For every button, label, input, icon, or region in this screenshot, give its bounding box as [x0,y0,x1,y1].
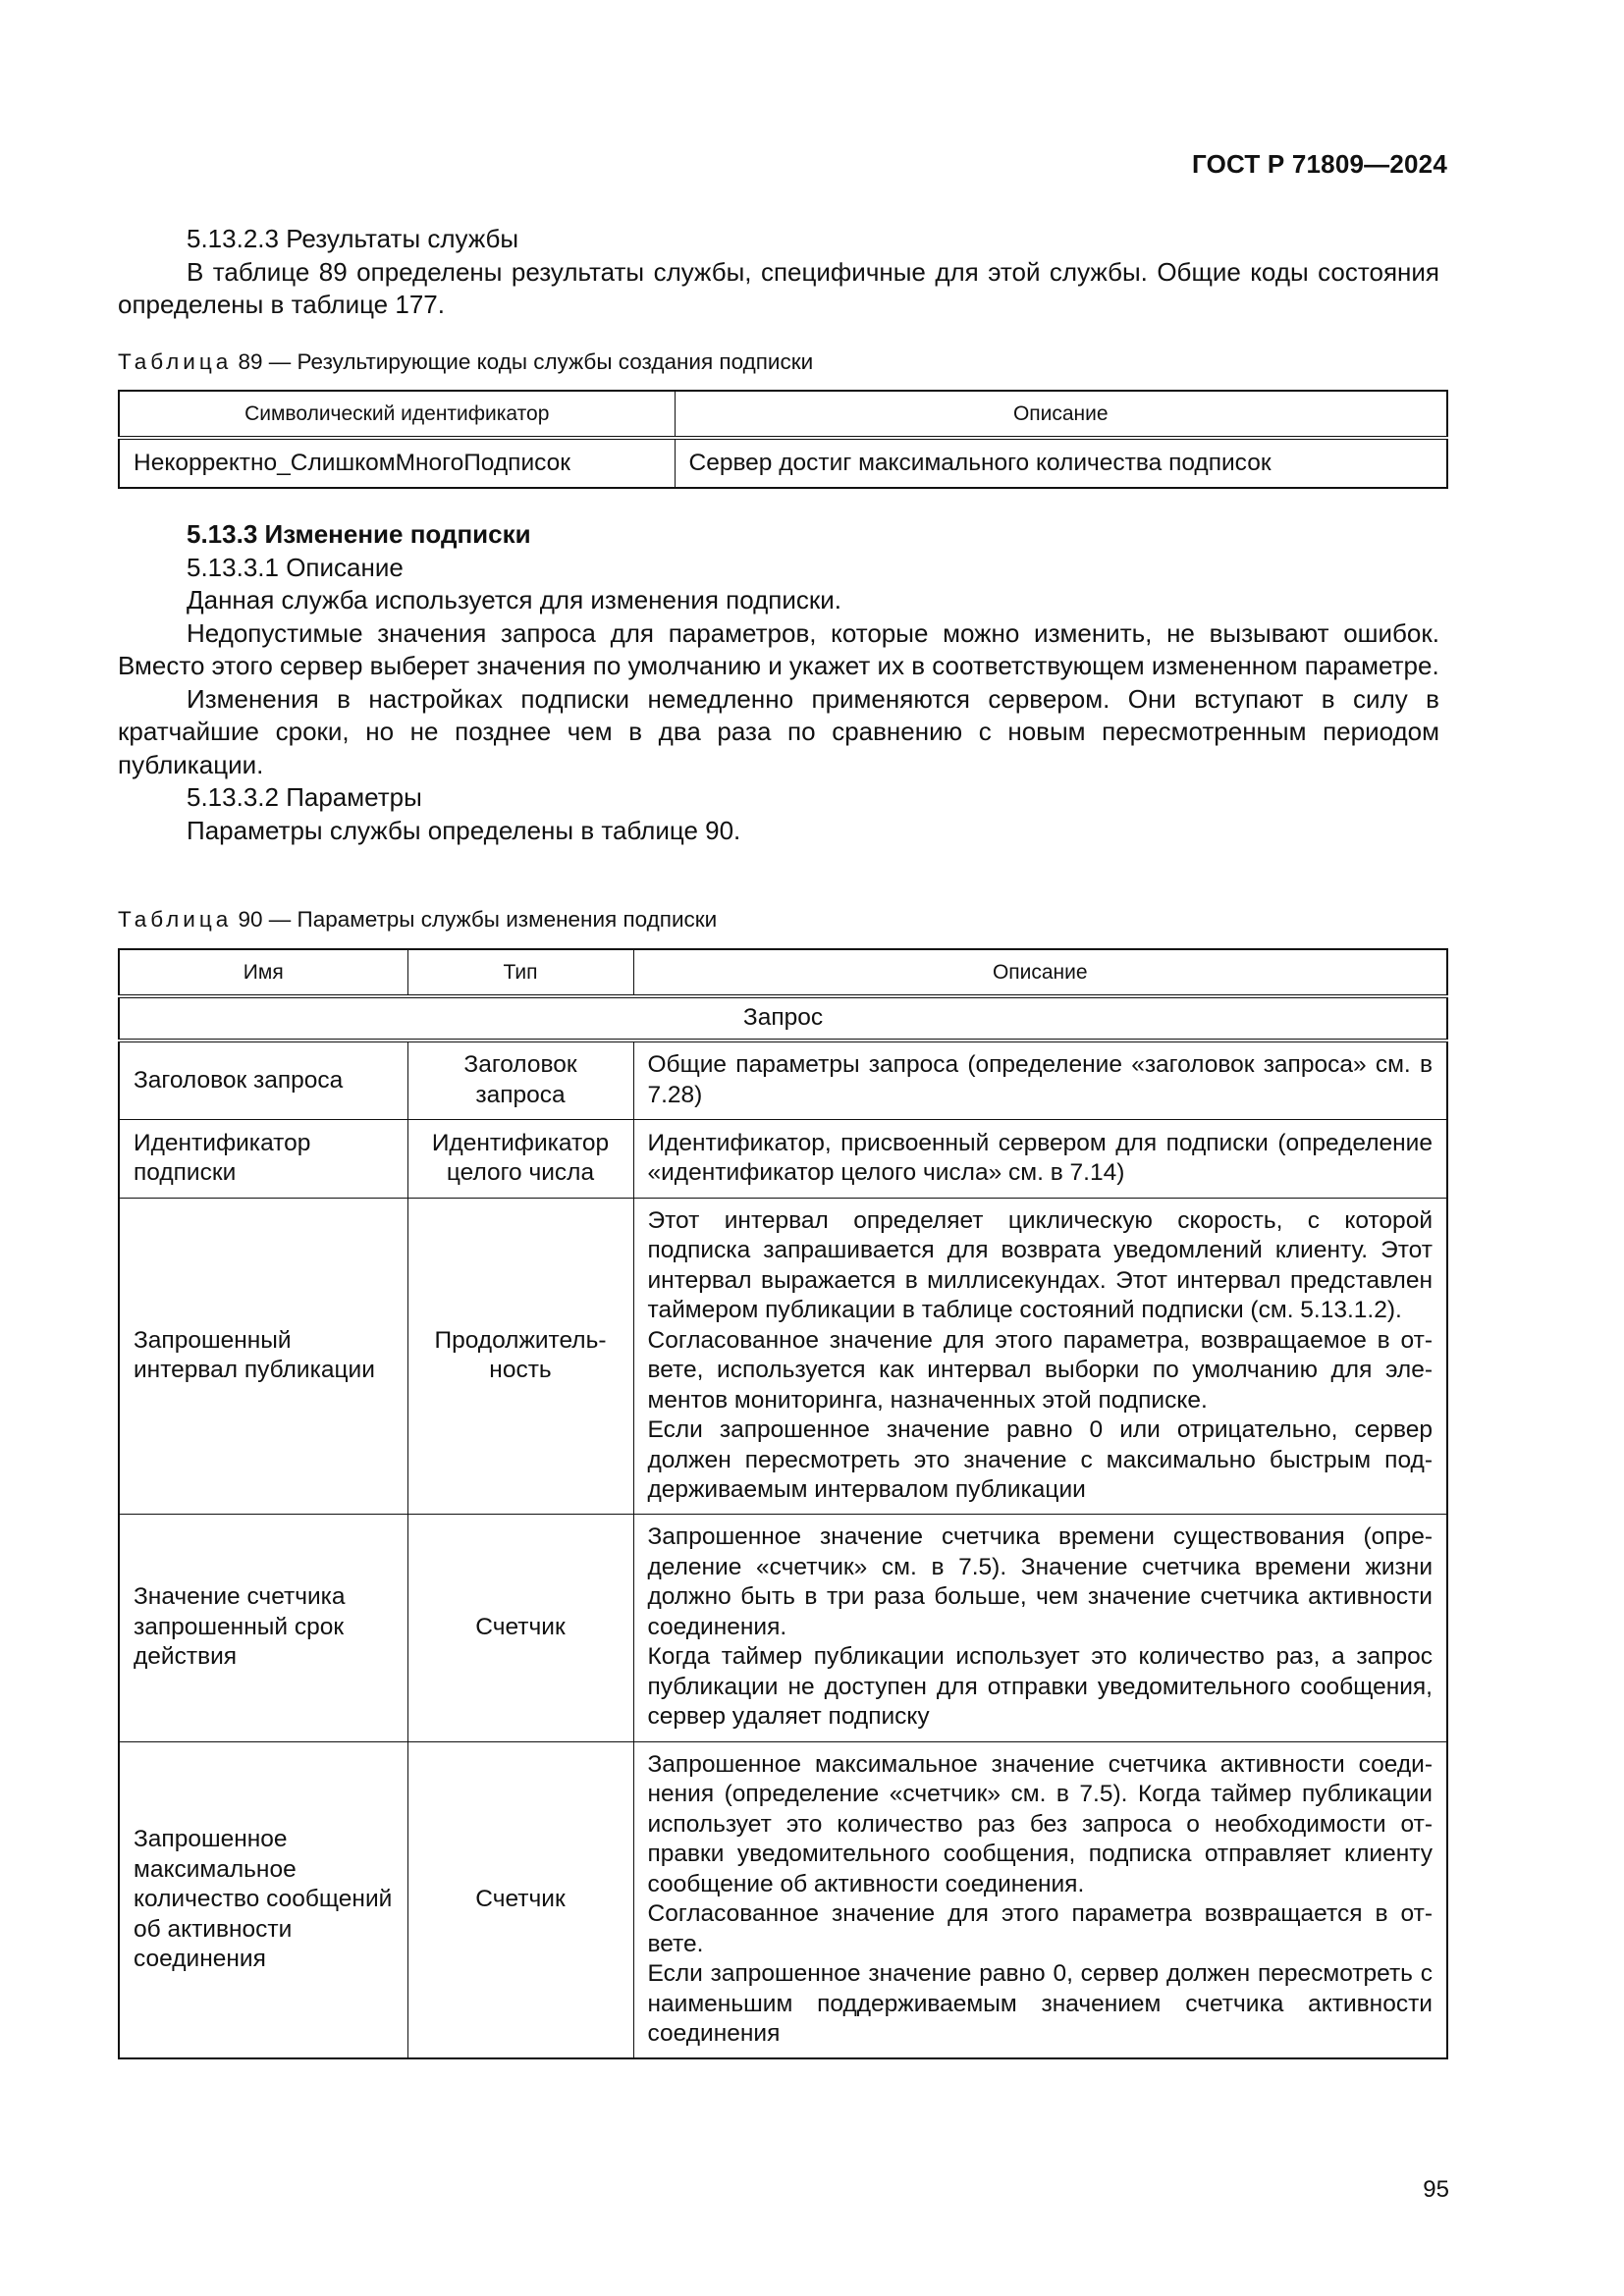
subsection-title: 5.13.3.2 Параметры [187,782,422,812]
description-paragraph: Этот интервал определяет циклическую скорость, с которой подписка запрашивается для возврата уведомлений клиенту. Этот интервал выражается в миллисекундах. Этот интервал представлен таймером публикации в таблице состояний подписки (см. 5.13.1.2). [647,1206,1433,1323]
param-type: Счетчик [407,1514,633,1741]
paragraph: Изменения в настройках подписки немедленно применяются сервером. Они вступают в силу в кратчайшие сроки, но не позднее чем в два раза по сравнению с новым пересмотренным периодом публикации. [118,683,1439,779]
param-name: Идентификатор подписки [119,1119,407,1198]
param-description [633,1741,1447,2058]
caption-word: Таблица [118,349,233,374]
param-description [633,1041,1447,1119]
table-header-cell: Имя [119,949,407,996]
paragraph: Данная служба используется для изменения подписки. [187,585,842,614]
description-paragraph: Запрошенное максимальное значение счетчика активности соединения (определение «счетчик» см. в 7.5). Когда таймер публикации использует это количество раз без запроса о необходимости отправки уведомительного сообщения, подписка отправляет клиенту сообщение об активности соединения. [647,1750,1433,1897]
table-header-cell: Описание [633,949,1447,996]
param-type: Идентификатор целого числа [407,1119,633,1198]
table-row [119,1198,1447,1514]
param-name: Значение счетчика запрошенный срок действия [119,1514,407,1741]
subsection-title: 5.13.2.3 Результаты службы [187,224,519,253]
table-row [119,1041,1447,1119]
param-description [633,1198,1447,1514]
paragraph: Недопустимые значения запроса для параметров, которые можно изменить, не вызывают ошибок. Вместо этого сервер выберет значения по умолчанию и укажет их в соответствующем измененном параметре. [118,617,1439,680]
table-89-caption [118,349,813,375]
param-type: Продолжительность [407,1198,633,1514]
section-label: Запрос [119,996,1447,1041]
param-description [633,1514,1447,1741]
table-cell: Сервер достиг максимального количества подписок [675,438,1447,488]
description-paragraph: Запрошенное значение счетчика времени существования (определение «счетчик» см. в 7.5). Значение счетчика времени жизни должно быть в три раза больше, чем значение счетчика активности соединения. [647,1523,1433,1640]
description-paragraph: Общие параметры запроса (определение «заголовок запроса» см. в 7.28) [647,1051,1433,1108]
table-row [119,1741,1447,2058]
table-section-row [119,996,1447,1041]
page-number: 95 [1423,2176,1449,2203]
param-name: Запрошенное максимальное количество сообщений об активности соединения [119,1741,407,2058]
param-description [633,1119,1447,1198]
paragraph: Параметры службы определены в таблице 90. [187,815,741,845]
table-row [119,438,1447,488]
table-row [119,1119,1447,1198]
table-header-cell: Символический идентификатор [119,391,675,438]
standard-header: ГОСТ Р 71809—2024 [1192,149,1447,179]
table-cell: Некорректно_СлишкомМногоПодписок [119,438,675,488]
param-name: Запрошенный интервал публикации [119,1198,407,1514]
description-paragraph: Если запрошенное значение равно 0, сервер должен пересмотреть с наименьшим поддерживаемым значением счетчика активности соединения [647,1960,1433,2048]
section-title: 5.13.3 Изменение подписки [187,519,531,549]
caption-word: Таблица [118,907,233,932]
description-paragraph: Если запрошенное значение равно 0 или отрицательно, сервер должен пересмотреть это значение с максимально быстрым поддерживаемым интервалом публикации [647,1416,1433,1503]
description-paragraph: Идентификатор, присвоенный сервером для подписки (определение «идентификатор целого числа» см. в 7.14) [647,1129,1433,1186]
table-header-cell: Тип [407,949,633,996]
caption-text: 89 — Результирующие коды службы создания подписки [238,349,814,374]
description-paragraph: Когда таймер публикации использует это количество раз, а запрос публикации не доступен для отправки уведомительного сообщения, сервер удаляет подписку [647,1643,1433,1731]
section-5-13-3 [118,518,1439,847]
table-89 [118,390,1448,489]
caption-text: 90 — Параметры службы изменения подписки [238,907,718,932]
description-paragraph: Согласованное значение для этого параметра возвращается в ответе. [647,1900,1433,1957]
subsection-title: 5.13.3.1 Описание [187,552,404,582]
section-5-13-2-3 [118,223,1439,322]
param-name: Заголовок запроса [119,1041,407,1119]
table-header-cell: Описание [675,391,1447,438]
table-row [119,1514,1447,1741]
param-type: Заголовок запроса [407,1041,633,1119]
description-paragraph: Согласованное значение для этого параметра, возвращаемое в ответе, используется как интервал выборки по умолчанию для элементов мониторинга, назначенных этой подписке. [647,1326,1433,1414]
table-90 [118,948,1448,2059]
table-90-caption [118,907,717,933]
param-type: Счетчик [407,1741,633,2058]
paragraph: В таблице 89 определены результаты службы, специфичные для этой службы. Общие коды состояния определены в таблице 177. [118,256,1439,319]
